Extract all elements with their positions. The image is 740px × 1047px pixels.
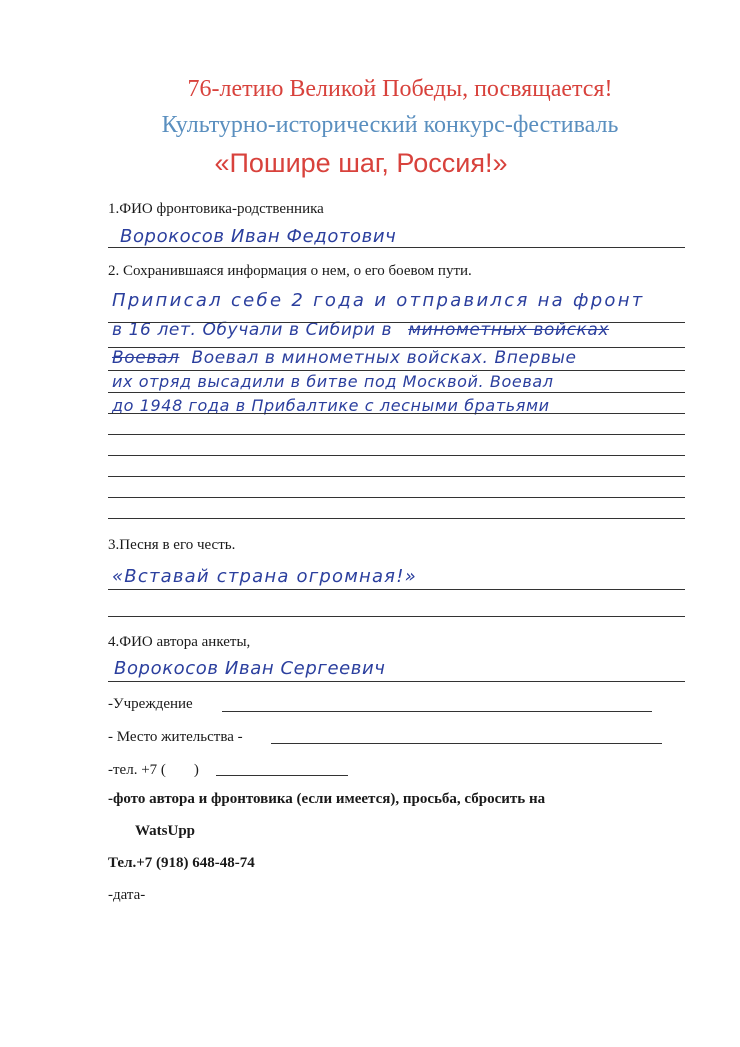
institution-label: -Учреждение [108, 696, 193, 712]
q2-line-3 [108, 370, 685, 371]
q2-line-10 [108, 518, 685, 519]
q1-line [108, 247, 685, 248]
q2-struck-text-2: Воевал [112, 348, 180, 368]
q2-answer-line-2 [112, 320, 609, 340]
header-contest: Культурно-исторический конкурс-фестиваль [161, 112, 619, 138]
residence-field[interactable] [271, 743, 662, 744]
residence-label: - Место жительства - [108, 729, 243, 745]
q2-answer-block [108, 290, 688, 440]
q2-line-2 [108, 347, 685, 348]
q3-line-2 [108, 616, 685, 617]
phone-label [108, 762, 199, 779]
q2-answer-line-3-text: Воевал в минометных войсках. Впервые [191, 348, 577, 368]
q2-line-5 [108, 413, 685, 414]
phone-prefix: -тел. +7 ( [108, 762, 166, 778]
q2-line-1 [108, 322, 685, 323]
q3-answer: «Вставай страна огромная!» [112, 566, 417, 587]
q3-label: 3.Песня в его честь. [108, 537, 236, 553]
photo-note: -фото автора и фронтовика (если имеется), просьба, сбросить на [108, 791, 546, 807]
header-dedication: 76-летию Великой Победы, посвящается! [187, 76, 613, 102]
q2-line-8 [108, 476, 685, 477]
phone-number-field[interactable] [216, 775, 348, 776]
phone-close: ) [193, 762, 199, 778]
q4-answer: Ворокосов Иван Сергеевич [114, 658, 386, 679]
q2-line-6 [108, 434, 685, 435]
date-label: -дата- [108, 887, 146, 903]
q1-answer: Ворокосов Иван Федотович [120, 226, 397, 247]
header-slogan: «Пошире шаг, Россия!» [214, 148, 508, 178]
q2-line-4 [108, 392, 685, 393]
q4-line [108, 681, 685, 682]
messenger-name: WatsUpp [135, 823, 196, 839]
institution-field[interactable] [222, 711, 652, 712]
q2-answer-line-5: до 1948 года в Прибалтике с лесными братьями [112, 396, 550, 415]
q2-label: 2. Сохранившаяся информация о нем, о его боевом пути. [108, 263, 472, 279]
q2-answer-line-1: Приписал себе 2 года и отправился на фронт [112, 290, 645, 311]
contact-phone: Тел.+7 (918) 648-48-74 [108, 855, 255, 871]
q3-line-1 [108, 589, 685, 590]
q2-answer-line-4: их отряд высадили в битве под Москвой. Воевал [112, 372, 554, 391]
q2-line-9 [108, 497, 685, 498]
q2-answer-line-3 [112, 348, 577, 368]
q2-struck-text-1: минометных войсках [408, 320, 610, 340]
q2-line-7 [108, 455, 685, 456]
q4-label: 4.ФИО автора анкеты, [108, 634, 251, 650]
q2-answer-line-2-text: в 16 лет. Обучали в Сибири в [112, 320, 393, 340]
q1-label: 1.ФИО фронтовика-родственника [108, 201, 324, 217]
